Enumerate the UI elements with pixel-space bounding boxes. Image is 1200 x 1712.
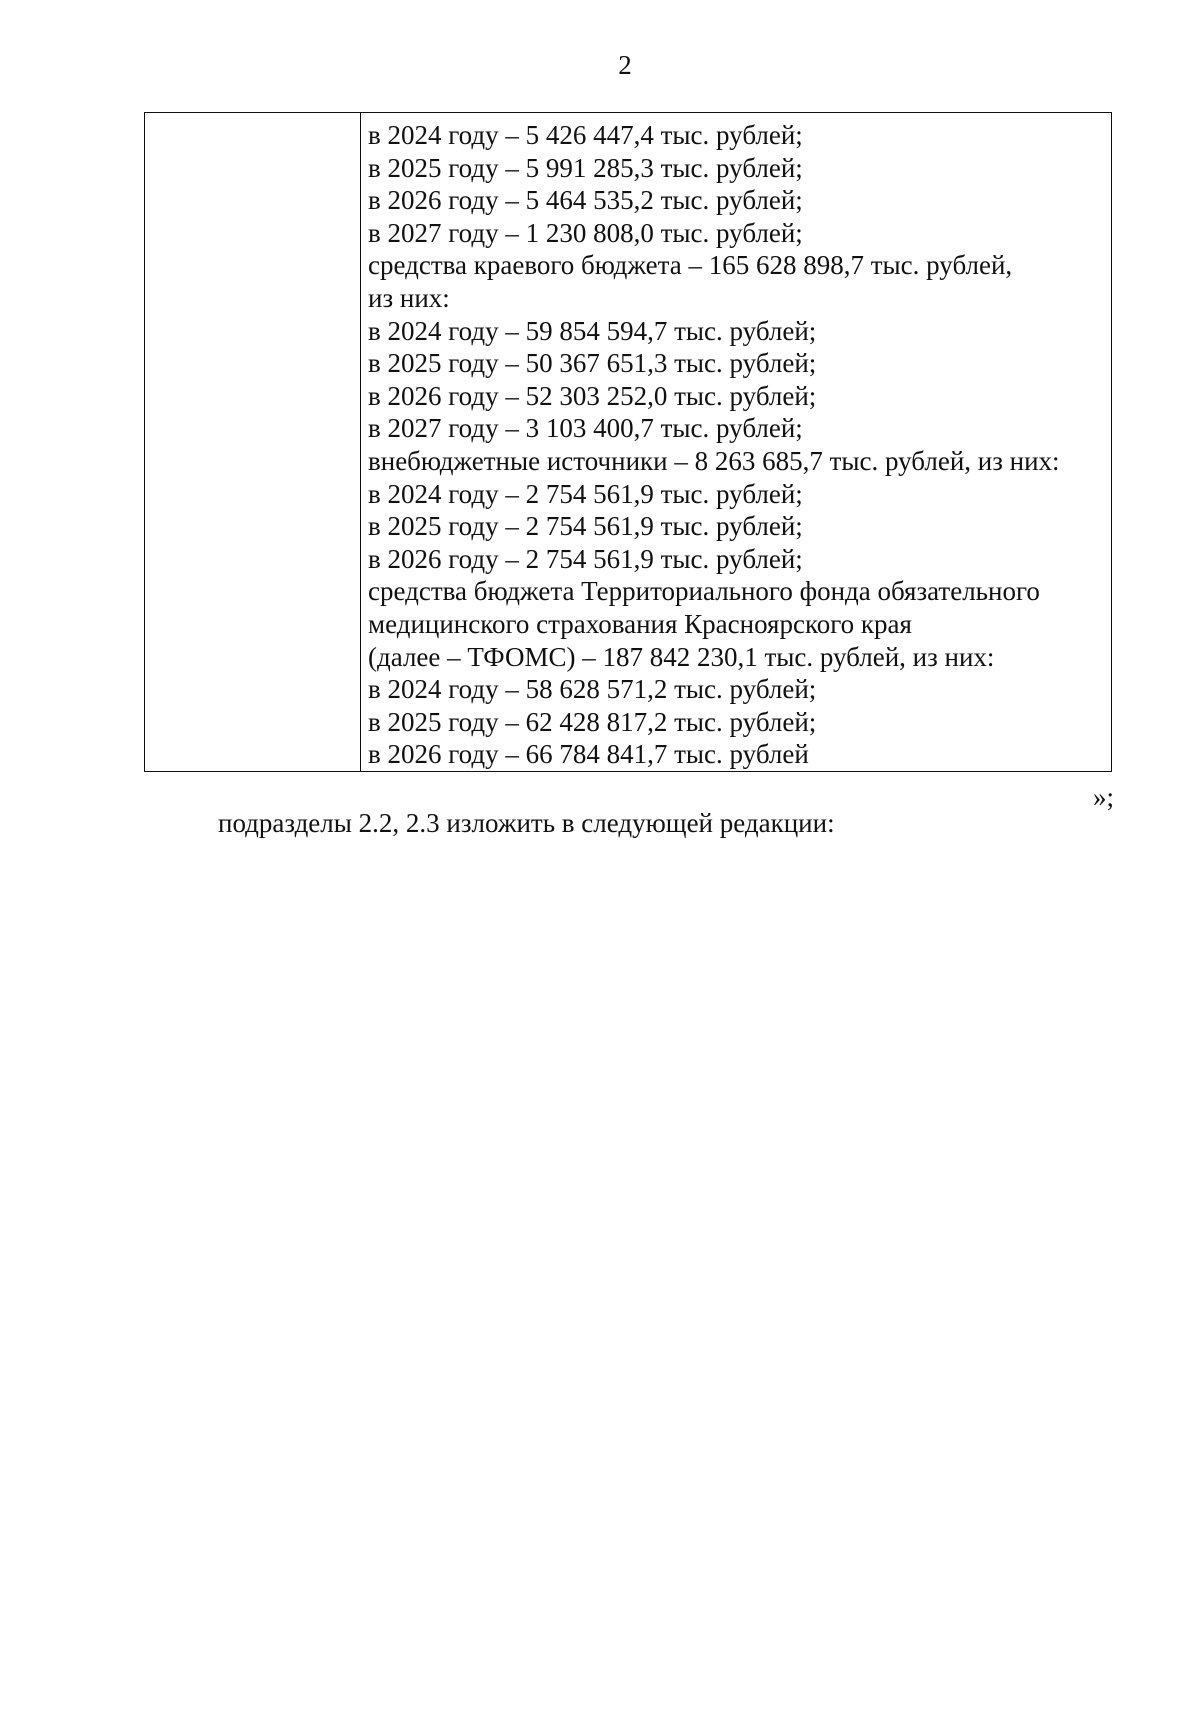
table-line: в 2024 году – 5 426 447,4 тыс. рублей; (368, 120, 803, 150)
page-number: 2 (618, 50, 632, 80)
table-line: внебюджетные источники – 8 263 685,7 тыс. рублей, из них: (368, 445, 1060, 476)
table-line: средства бюджета Территориального фонда обязательного (368, 576, 1040, 607)
table-line: в 2025 году – 50 367 651,3 тыс. рублей; (368, 348, 817, 379)
table-line: средства краевого бюджета – 165 628 898,7 тыс. рублей, (368, 250, 1013, 281)
table-line: (далее – ТФОМС) – 187 842 230,1 тыс. рублей, из них: (368, 641, 995, 672)
table-line: медицинского страхования Красноярского края (368, 608, 912, 639)
table-line: в 2026 году – 52 303 252,0 тыс. рублей; (368, 380, 817, 411)
table-left-cell (145, 113, 361, 771)
table-line: в 2025 году – 5 991 285,3 тыс. рублей; (368, 152, 803, 183)
funding-table (144, 112, 1112, 772)
table-line: в 2027 году – 1 230 808,0 тыс. рублей; (368, 217, 803, 248)
table-line: в 2026 году – 66 784 841,7 тыс. рублей (368, 739, 809, 770)
closing-quote: »; (1092, 782, 1114, 812)
table-line: в 2025 году – 62 428 817,2 тыс. рублей; (368, 706, 817, 737)
table-line: в 2027 году – 3 103 400,7 тыс. рублей; (368, 413, 803, 444)
table-right-cell (361, 113, 1111, 771)
table-line: в 2024 году – 2 754 561,9 тыс. рублей; (368, 478, 803, 509)
table-line: в 2024 году – 58 628 571,2 тыс. рублей; (368, 674, 817, 705)
table-line: в 2025 году – 2 754 561,9 тыс. рублей; (368, 511, 803, 542)
amendment-paragraph: подразделы 2.2, 2.3 изложить в следующей редакции: (218, 808, 835, 838)
table-line: из них: (368, 282, 450, 313)
table-line: в 2024 году – 59 854 594,7 тыс. рублей; (368, 315, 817, 346)
table-line: в 2026 году – 5 464 535,2 тыс. рублей; (368, 185, 803, 216)
table-line: в 2026 году – 2 754 561,9 тыс. рублей; (368, 543, 803, 574)
